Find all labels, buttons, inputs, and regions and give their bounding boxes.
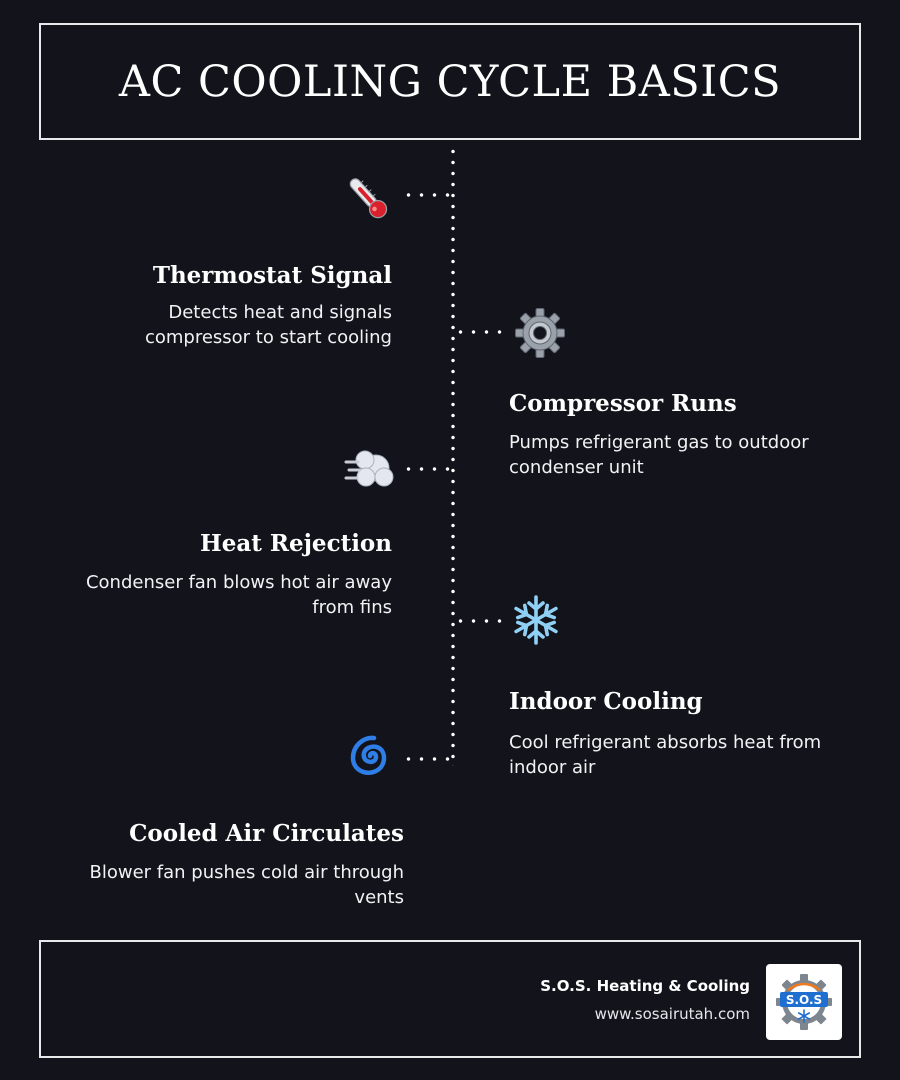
- company-name: S.O.S. Heating & Cooling: [540, 977, 750, 995]
- footer-box: [39, 940, 861, 1058]
- wind-icon: [344, 443, 396, 495]
- step-title-heat-rejection: Heat Rejection: [199, 530, 392, 557]
- step-desc-thermostat: Detects heat and signals compressor to start cooling: [144, 302, 392, 348]
- connector-thermostat: [402, 192, 452, 198]
- connector-indoor-cooling: [454, 618, 504, 624]
- step-desc-indoor-cooling: Cool refrigerant absorbs heat from indoor air: [509, 732, 822, 778]
- step-title-cooled-air: Cooled Air Circulates: [129, 820, 404, 847]
- title-box: [39, 23, 861, 140]
- step-desc-cooled-air: Blower fan pushes cold air through vents: [89, 862, 404, 908]
- thermometer-icon: [342, 172, 394, 224]
- gear-icon: [514, 307, 566, 359]
- step-title-thermostat: Thermostat Signal: [152, 262, 392, 289]
- connector-compressor: [454, 329, 504, 335]
- step-title-compressor: Compressor Runs: [509, 390, 737, 417]
- cyclone-icon: [344, 730, 396, 782]
- timeline-line: [450, 146, 456, 766]
- connector-heat-rejection: [402, 466, 452, 472]
- logo-text: S.O.S: [785, 993, 823, 1007]
- step-title-indoor-cooling: Indoor Cooling: [509, 688, 703, 715]
- step-desc-compressor: Pumps refrigerant gas to outdoor condenser unit: [509, 432, 809, 478]
- company-logo: [766, 964, 842, 1040]
- connector-cooled-air: [402, 756, 452, 762]
- snowflake-icon: [510, 594, 562, 646]
- page-title: AC COOLING CYCLE BASICS: [118, 56, 782, 107]
- website-link[interactable]: www.sosairutah.com: [594, 1005, 750, 1023]
- step-desc-heat-rejection: Condenser fan blows hot air away from fins: [85, 572, 392, 618]
